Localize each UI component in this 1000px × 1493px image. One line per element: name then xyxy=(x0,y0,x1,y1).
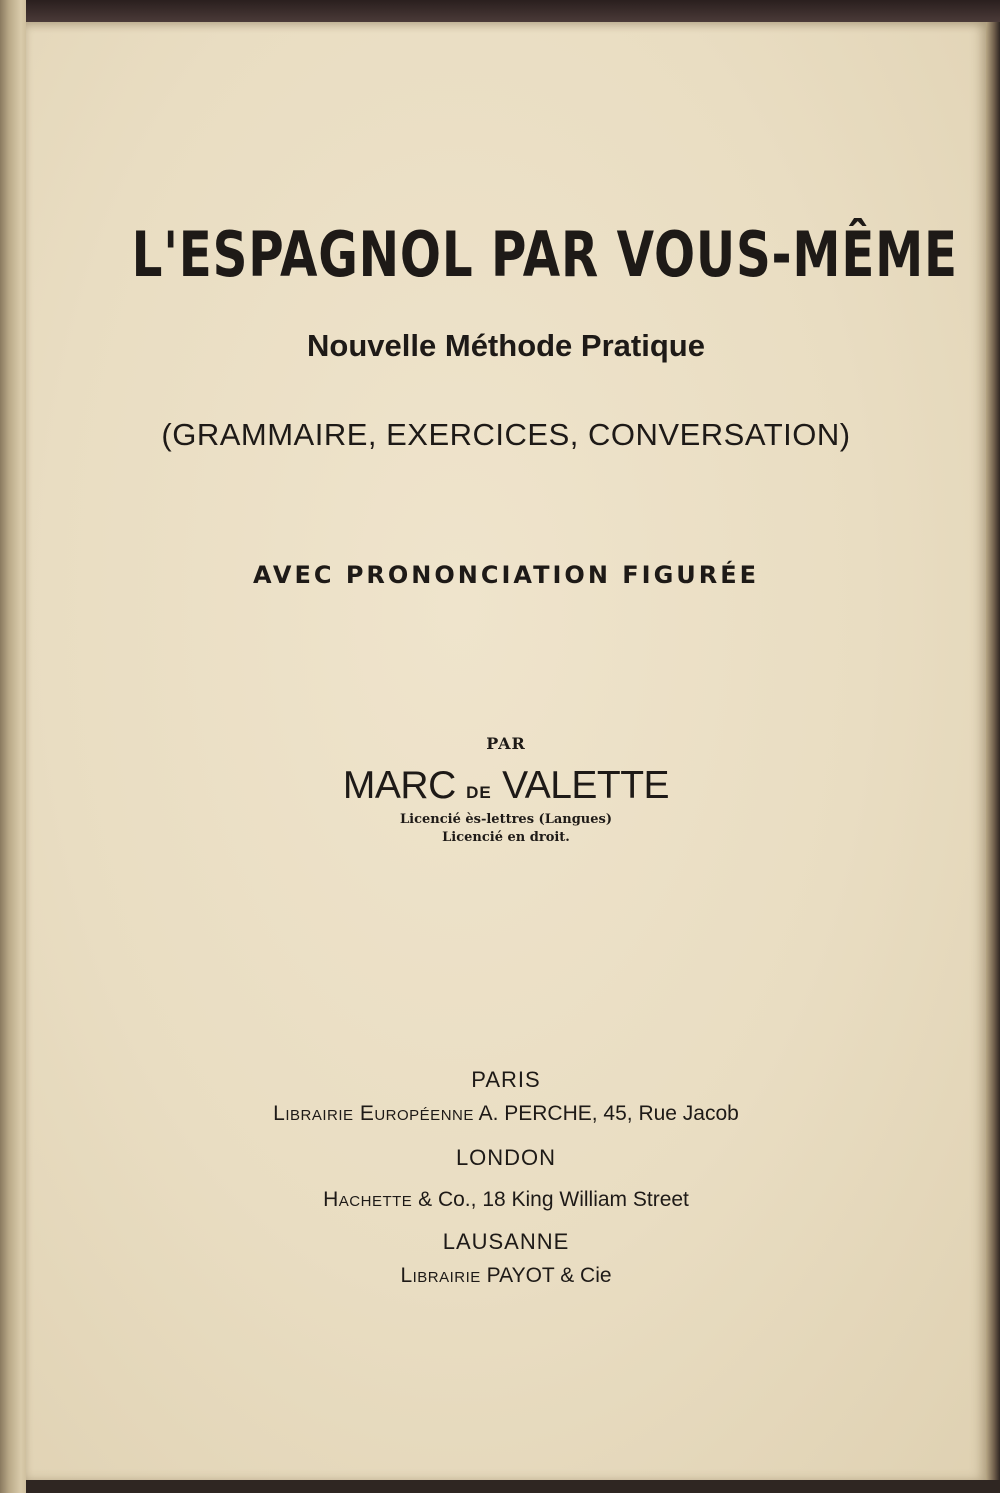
publisher-city: PARIS xyxy=(471,1067,541,1092)
publisher-name: Librairie Européenne xyxy=(273,1102,474,1125)
book-title: L'ESPAGNOL PAR VOUS-MÊME xyxy=(131,218,958,291)
author-credential: Licencié en droit. xyxy=(442,830,570,845)
book-cover-right-edge xyxy=(986,22,1000,1493)
publisher-city: LAUSANNE xyxy=(442,1229,570,1254)
title-page xyxy=(26,22,986,1480)
book-spine-edge xyxy=(0,0,27,1493)
book-subtitle: Nouvelle Méthode Pratique xyxy=(307,328,705,363)
book-cover-top-edge xyxy=(26,0,1000,22)
publisher-name: Hachette xyxy=(323,1188,413,1211)
author-name xyxy=(26,764,986,808)
author-credential: Licencié ès-lettres (Langues) xyxy=(400,812,612,827)
publisher-detail: PAYOT & Cie xyxy=(486,1264,612,1287)
author-particle: DE xyxy=(466,783,492,802)
publisher-detail: A. PERCHE, 45, Rue Jacob xyxy=(478,1102,739,1125)
publisher-line xyxy=(26,1188,986,1212)
publisher-name: Librairie xyxy=(400,1264,481,1287)
author-first-name: MARC xyxy=(342,764,456,807)
book-contents-line: (GRAMMAIRE, EXERCICES, CONVERSATION) xyxy=(161,417,851,452)
author-last-name: VALETTE xyxy=(502,764,670,807)
publisher-city: LONDON xyxy=(455,1145,557,1170)
by-label: PAR xyxy=(486,734,526,753)
publisher-detail: & Co., 18 King William Street xyxy=(418,1188,689,1211)
pronunciation-note: AVEC PRONONCIATION FIGURÉE xyxy=(252,561,760,589)
book-cover-bottom-edge xyxy=(26,1480,1000,1493)
publisher-line xyxy=(26,1264,986,1288)
publisher-line xyxy=(26,1102,986,1126)
